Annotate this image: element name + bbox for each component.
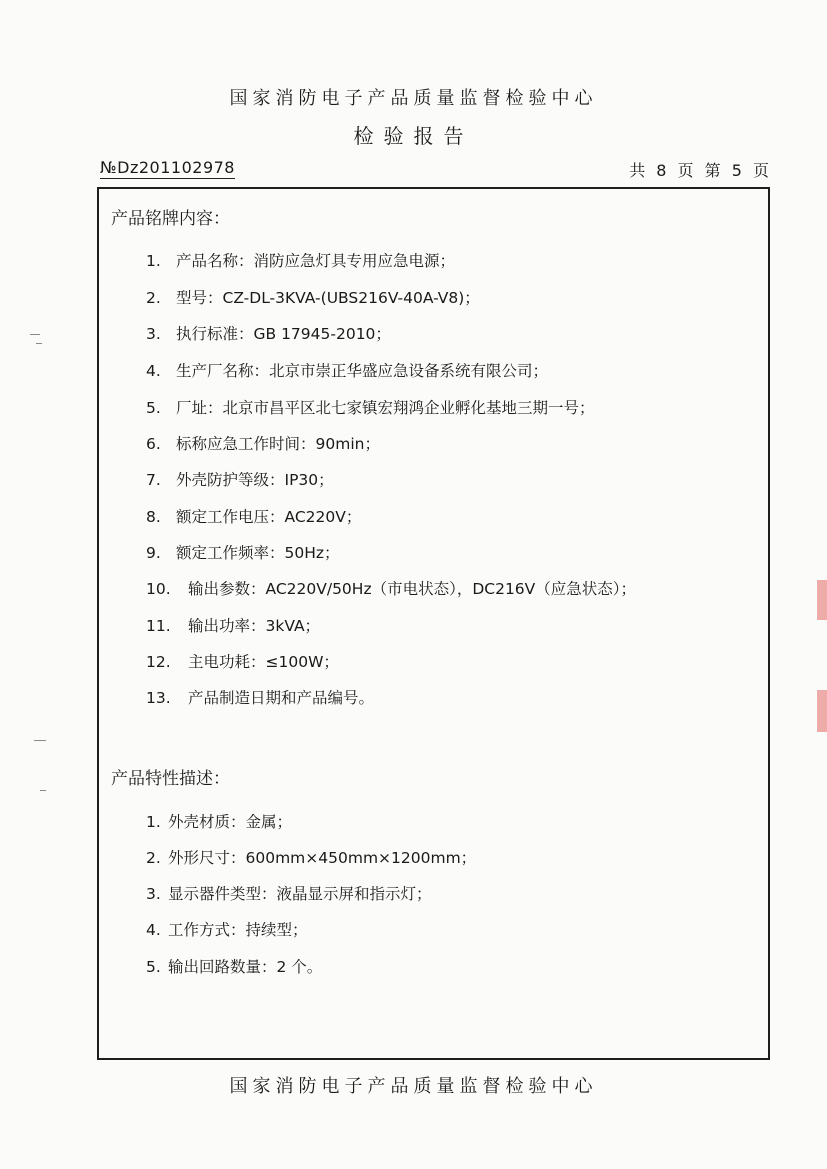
nameplate-item bbox=[146, 396, 595, 418]
characteristic-item bbox=[146, 882, 432, 904]
item-text: 产品名称：消防应急灯具专用应急电源； bbox=[176, 252, 456, 270]
scan-speck bbox=[36, 343, 42, 344]
item-text: 外形尺寸：600mm×450mm×1200mm； bbox=[168, 849, 477, 867]
item-text: 显示器件类型：液晶显示屏和指示灯； bbox=[168, 885, 432, 903]
scan-speck bbox=[34, 740, 46, 741]
item-number: 6. bbox=[146, 435, 161, 453]
item-text: 额定工作电压：AC220V； bbox=[176, 508, 362, 526]
item-text: 外壳材质：金属； bbox=[168, 813, 293, 831]
page-count: 共 8 页 第 5 页 bbox=[629, 161, 770, 180]
nameplate-item bbox=[146, 614, 320, 636]
item-text: 标称应急工作时间：90min； bbox=[176, 435, 380, 453]
nameplate-heading: 产品铭牌内容： bbox=[111, 209, 230, 229]
item-text: 型号：CZ-DL-3KVA-(UBS216V-40A-V8)； bbox=[176, 289, 480, 307]
item-number: 7. bbox=[146, 471, 161, 489]
nameplate-item bbox=[146, 322, 391, 344]
characteristic-item bbox=[146, 955, 322, 977]
item-number: 1. bbox=[146, 813, 161, 831]
item-text: 输出回路数量：2 个。 bbox=[168, 958, 323, 976]
item-text: 厂址：北京市昌平区北七家镇宏翔鸿企业孵化基地三期一号； bbox=[176, 399, 595, 417]
item-number: 3. bbox=[146, 885, 161, 903]
item-number: 13. bbox=[146, 689, 171, 707]
item-number: 8. bbox=[146, 508, 161, 526]
nameplate-item bbox=[146, 541, 340, 563]
characteristic-item bbox=[146, 918, 308, 940]
stamp-edge bbox=[817, 690, 827, 732]
item-number: 4. bbox=[146, 921, 161, 939]
item-number: 5. bbox=[146, 399, 161, 417]
characteristic-item bbox=[146, 846, 476, 868]
item-number: 10. bbox=[146, 580, 171, 598]
nameplate-item bbox=[146, 505, 361, 527]
nameplate-item bbox=[146, 286, 480, 308]
nameplate-item bbox=[146, 249, 455, 271]
nameplate-item bbox=[146, 577, 636, 599]
item-text: 生产厂名称：北京市崇正华盛应急设备系统有限公司； bbox=[176, 362, 549, 380]
item-number: 2. bbox=[146, 849, 161, 867]
report-number: №Dz201102978 bbox=[100, 158, 235, 177]
item-text: 工作方式：持续型； bbox=[168, 921, 308, 939]
item-number: 12. bbox=[146, 653, 171, 671]
item-text: 额定工作频率：50Hz； bbox=[176, 544, 340, 562]
scan-speck bbox=[30, 334, 40, 335]
item-text: 产品制造日期和产品编号。 bbox=[188, 689, 375, 707]
nameplate-item bbox=[146, 359, 548, 381]
scan-speck bbox=[40, 790, 46, 791]
nameplate-item bbox=[146, 650, 339, 672]
nameplate-item bbox=[146, 468, 334, 490]
item-text: 主电功耗：≤100W； bbox=[188, 653, 339, 671]
organization-header: 国家消防电子产品质量监督检验中心 bbox=[229, 88, 598, 109]
item-text: 输出参数：AC220V/50Hz（市电状态），DC216V（应急状态）； bbox=[188, 580, 637, 598]
report-title: 检验报告 bbox=[353, 124, 474, 148]
item-number: 2. bbox=[146, 289, 161, 307]
stamp-edge bbox=[817, 580, 827, 620]
item-number: 5. bbox=[146, 958, 161, 976]
item-text: 外壳防护等级：IP30； bbox=[176, 471, 334, 489]
item-number: 11. bbox=[146, 617, 171, 635]
item-number: 3. bbox=[146, 325, 161, 343]
nameplate-item bbox=[146, 686, 374, 708]
item-number: 4. bbox=[146, 362, 161, 380]
characteristics-heading: 产品特性描述： bbox=[111, 769, 230, 789]
item-text: 执行标准：GB 17945-2010； bbox=[176, 325, 391, 343]
footer-organization: 国家消防电子产品质量监督检验中心 bbox=[229, 1076, 598, 1097]
item-text: 输出功率：3kVA； bbox=[188, 617, 321, 635]
item-number: 1. bbox=[146, 252, 161, 270]
item-number: 9. bbox=[146, 544, 161, 562]
nameplate-item bbox=[146, 432, 380, 454]
characteristic-item bbox=[146, 810, 292, 832]
